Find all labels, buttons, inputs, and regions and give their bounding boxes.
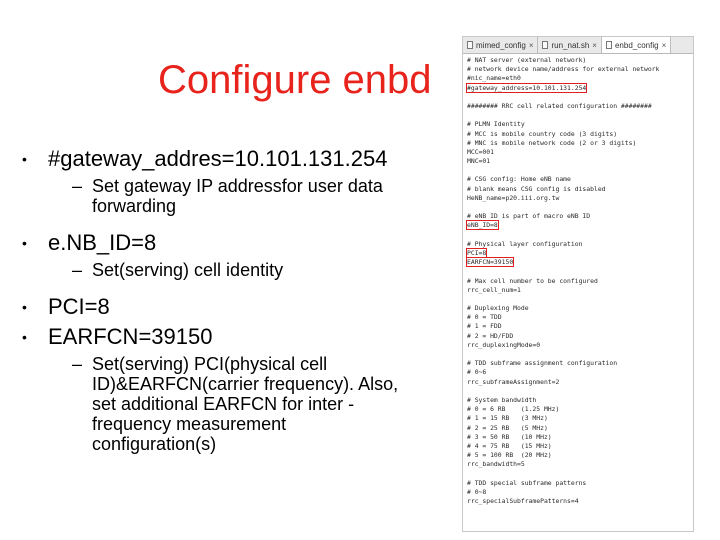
bullet-enb-id: • e.NB_ID=8 (22, 230, 157, 255)
code-line: rrc_cell_num=1 (467, 285, 521, 294)
close-icon[interactable]: × (592, 40, 597, 50)
code-line-highlighted (467, 221, 693, 230)
code-line: #nic_name=eth0 (467, 74, 521, 83)
tab-enbd-config[interactable]: enbd_config × (602, 37, 671, 53)
code-line: ######## RRC cell related configuration ######## (467, 101, 652, 110)
code-line: rrc_bandwidth=5 (467, 460, 525, 469)
slide-title: Configure enbd (158, 58, 432, 102)
tab-mimed-config[interactable]: mimed_config × (463, 37, 538, 53)
code-line: # 2 = HD/FDD (467, 331, 514, 340)
code-line: # 0~6 (467, 368, 487, 377)
bullet-pci: • PCI=8 (22, 294, 110, 319)
code-line: # NAT server (external network) (467, 56, 587, 64)
code-line (467, 469, 693, 478)
code-line: # Duplexing Mode (467, 304, 529, 313)
code-line: # eNB ID is part of macro eNB ID (467, 212, 591, 221)
code-line: # PLMN Identity (467, 120, 525, 129)
code-line: # 0 = TDD (467, 313, 502, 322)
sub-bullet-text: Set(serving) cell identity (92, 260, 284, 280)
code-line-highlighted (467, 258, 693, 267)
code-line: # System bandwidth (467, 395, 537, 404)
highlight-box: EARFCN=39150 (467, 258, 514, 267)
code-line: # MNC is mobile network code (2 or 3 digits) (467, 138, 637, 147)
bullet-list (22, 140, 462, 454)
code-line: # 0~8 (467, 487, 487, 496)
code-line (467, 295, 693, 304)
code-line: HeNB_name=p20.iii.org.tw (467, 193, 560, 202)
code-line: # CSG config: Home eNB name (467, 175, 571, 184)
code-line: # Physical layer configuration (467, 239, 583, 248)
code-line: rrc_specialSubframePatterns=4 (467, 497, 579, 505)
code-line: # MCC is mobile country code (3 digits) (467, 129, 618, 138)
code-line (467, 111, 693, 120)
sub-bullet-text: Set gateway IP addressfor user data forwarding (92, 176, 383, 216)
code-line: # 4 = 75 RB (15 MHz) (467, 441, 552, 450)
code-line: # blank means CSG config is disabled (467, 184, 606, 193)
file-icon (606, 41, 612, 49)
code-line: rrc_duplexingMode=0 (467, 340, 541, 349)
code-line: # TDD special subframe patterns (467, 478, 587, 487)
code-line: # TDD subframe assignment configuration (467, 359, 618, 368)
code-line: # 0 = 6 RB (1.25 MHz) (467, 405, 560, 414)
code-line-highlighted (467, 84, 693, 93)
close-icon[interactable]: × (528, 40, 534, 50)
close-icon[interactable]: × (661, 40, 667, 50)
code-line (467, 387, 693, 396)
editor-tab-bar (463, 37, 693, 54)
code-line (467, 203, 693, 212)
sub-bullet-text: Set(serving) PCI(physical cell ID)&EARFCN(carrier frequency). Also, set additional EARFCN for inter -frequency measurement configuration(s) (92, 354, 399, 454)
code-line (467, 350, 693, 359)
highlight-box: #gateway_address=10.101.131.254 (467, 83, 587, 92)
code-line: MNC=01 (467, 157, 491, 166)
sub-bullet-earfcn: – Set(serving) PCI(physical cell ID)&EARFCN(carrier frequency). Also, set additional EARFCN for inter -frequency measurement configuration(s) (72, 354, 412, 454)
code-line: rrc_subframeAssignment=2 (467, 377, 560, 386)
code-line: # Max cell number to be configured (467, 276, 598, 285)
sub-bullet-gateway: – Set gateway IP addressfor user data forwarding (72, 176, 462, 216)
bullet-earfcn: • EARFCN=39150 (22, 324, 213, 349)
code-line: # 1 = 15 RB (3 MHz) (467, 414, 548, 423)
config-editor-screenshot (462, 36, 694, 532)
file-icon (467, 41, 473, 49)
code-line (467, 231, 693, 240)
code-line: # 1 = FDD (467, 322, 502, 331)
bullet-text: #gateway_addres=10.101.131.254 (48, 146, 388, 171)
highlight-box: PCI=8 (467, 248, 487, 257)
highlight-box: eNB_ID=8 (467, 221, 498, 230)
code-line-highlighted (467, 249, 693, 258)
sub-bullet-enb-id: – Set(serving) cell identity (72, 260, 284, 280)
code-line (467, 166, 693, 175)
tab-run-nat[interactable]: run_nat.sh × (538, 37, 601, 53)
code-line: # network device name/address for external network (467, 65, 660, 74)
bullet-text: EARFCN=39150 (48, 324, 213, 349)
file-icon (542, 41, 548, 49)
code-line (467, 93, 693, 102)
code-line: # 2 = 25 RB (5 MHz) (467, 423, 548, 432)
code-area[interactable] (463, 54, 693, 506)
bullet-text: PCI=8 (48, 294, 110, 319)
bullet-gateway: • #gateway_addres=10.101.131.254 (22, 146, 388, 171)
code-line: # 3 = 50 RB (10 MHz) (467, 432, 552, 441)
code-line: MCC=001 (467, 147, 494, 156)
code-line (467, 267, 693, 276)
bullet-text: e.NB_ID=8 (48, 230, 157, 255)
code-line: # 5 = 100 RB (20 MHz) (467, 451, 552, 460)
